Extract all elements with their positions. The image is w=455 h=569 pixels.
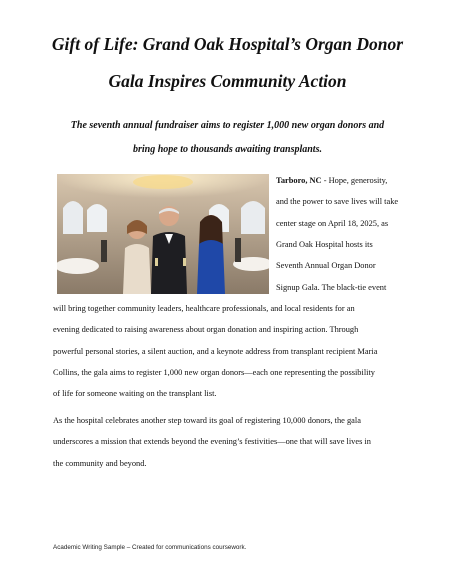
subtitle-line-2: bring hope to thousands awaiting transplants. [133, 144, 322, 155]
subtitle-line-1: The seventh annual fundraiser aims to register 1,000 new organ donors and [70, 120, 385, 131]
dateline: Tarboro, NC [276, 176, 322, 185]
footer-note: Academic Writing Sample – Created for communications coursework. [53, 544, 247, 551]
paragraph-1-line-1-text: - Hope, generosity, [321, 176, 388, 185]
paragraph-1-line-2: and the power to save lives will take [276, 197, 399, 206]
paragraph-1-line-9: powerful personal stories, a silent auction, and a keynote address from transplant recipient Maria [53, 347, 378, 356]
title-line-1: Gift of Life: Grand Oak Hospital’s Organ Donor [51, 34, 404, 54]
paragraph-2-line-2: underscores a mission that extends beyond the evening’s festivities—one that will save lives in [53, 437, 371, 446]
paragraph-2-line-1: As the hospital celebrates another step toward its goal of registering 10,000 donors, the gala [53, 416, 361, 425]
paragraph-1-line-3: center stage on April 18, 2025, as [276, 219, 389, 228]
paragraph-1-line-5: Seventh Annual Organ Donor [276, 261, 376, 270]
title-line-2: Gala Inspires Community Action [108, 71, 347, 91]
paragraph-2-line-3: the community and beyond. [53, 459, 147, 468]
paragraph-1-line-11: of life for someone waiting on the transplant list. [53, 389, 217, 398]
paragraph-1-line-6: Signup Gala. The black-tie event [276, 283, 387, 292]
paragraph-1-line-8: evening dedicated to raising awareness about organ donation and inspiring action. Through [53, 325, 359, 334]
paragraph-1-line-1 [276, 170, 387, 191]
paragraph-1-line-4: Grand Oak Hospital hosts its [276, 240, 373, 249]
paragraph-1-line-10: Collins, the gala aims to register 1,000 new organ donors—each one representing the possibility [53, 368, 375, 377]
paragraph-1-line-7: will bring together community leaders, healthcare professionals, and local residents for an [53, 304, 355, 313]
